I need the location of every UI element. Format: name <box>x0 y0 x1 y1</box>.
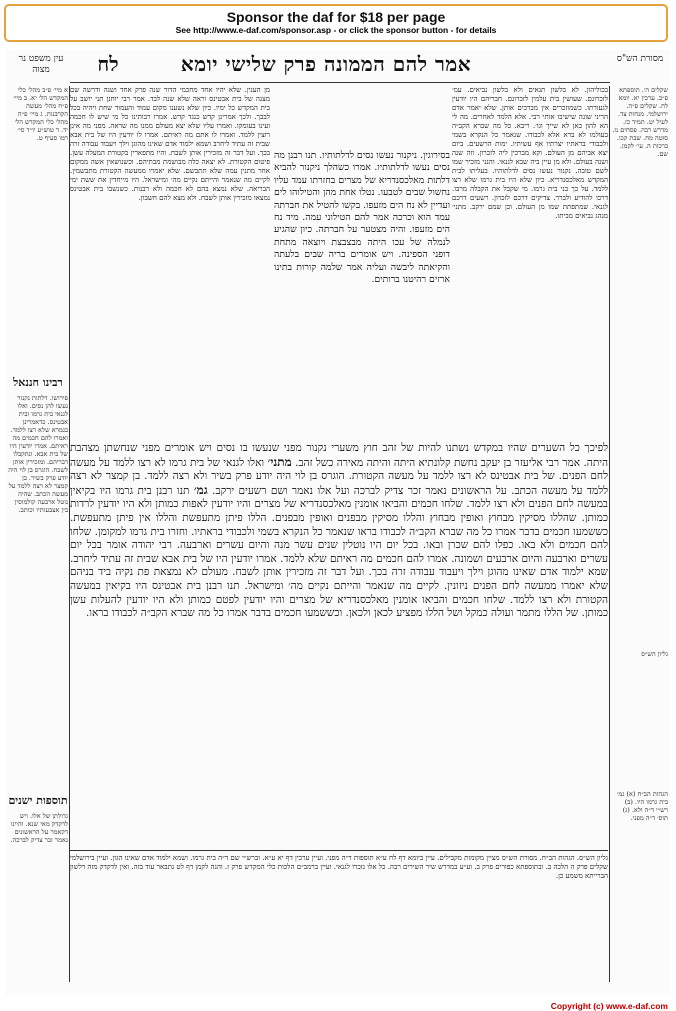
talmud-page <box>6 50 670 995</box>
page-title: אמר להם הממונה פרק שלישי יומא <box>180 52 472 76</box>
page-header <box>6 50 670 82</box>
rashi-text: בכוליהון. לא בלשון תנאים ולא בלשון נביאים. עמ׳ לזכרונם. שעושין בית עלמין לזכרונם. חבריהם היו יודעין לגעורתו. כשמוזכרים אין מברכים אותן. שלא יאמר אדם הריני שונה שישיבו אותי רבי. אלא הלמד לאחרים. מה לי הא להון כאן לא שייך וגו׳. ריבא. כל מה שברא הקב״ה בעולמו לא ברא אלא לכבודו. שנאמר כל הנקרא בשמי ולכבודי בראתיו יצרתיו אף עשיתיו. ימות הרשעים. ביום יצא אביהם מן העולם. וקא מברכין ליה לזכרון. וזה שנה ושנה בעולם. ולא מן עיין ביה שבא לגנאי. והנני מזכיר שמו לשם טובה. נקנור נעשו נסים לדלתותיו. בעליתו לבית המקדש מאלכסנדריא. כיון שלא היו בית גרמו שלא רצו ללמד. על כך בני בית גרמו. מי שקבל את הקבלה מרבו. דרכו להודיע ולברר. צדיקים דרכם לזכרון. רשעים דרכם לגנאי. שמתפתת שמו מן העולם. וכן שמם ירקב. מתני׳ מנהג נביאים מביתו. <box>452 86 608 220</box>
bottom-commentary-text: גליון הש״ס. הגהות הב״ח. מסורת הש״ס מציין מקומות מקבילים. עיין ביומא דף לח ע״א תוספות ד״ה מפני. ועיין ערכין דף יא ע״א. וברש״י שם ד״ה בית גרמו. ושמא ילמוד אדם שאינו הגון. ועיין בירושלמי שקלים פרק ה הלכה ב. ובתוספתא כפורים פרק ב. וע״ע במדרש שיר השירים רבה. כל אלו נזכרו לגנאי. ועיין ברמב״ם הלכות כלי המקדש פרק ז. והנה לקמן דף לט נתבאר עוד בזה. ואין לדקדק מזה דלשון הברייתא משמע כן. <box>70 854 608 880</box>
gemara-top-block <box>274 150 450 450</box>
bottom-rule <box>70 850 608 851</box>
gemara-text: תנו רבנן בית גרמו היו בקיאין במעשה לחם הפנים ולא רצו ללמד. שלחו חכמים והביאו אומנין מאלכסנדריא של מצרים והיו יודעין לאפות כמותן ולא היו יודעין לרדות כמותן. שהללו מסיקין מבחוץ ואופין מבחוץ והללו מסיקין מבפנים ואופין מבפנים. הללו פיתן מתעפשת והללו אין פיתן מתעפשת. כששמעו חכמים בדבר אמרו כל מה שברא הקב״ה לכבודו בראו שנאמר כל הנקרא בשמי ולכבודי בראתיו. וחזרו בית גרמו למקומן. שלחו להם חכמים ולא באו. כפלו להם שכרן ובאו. בכל יום היו נוטלין שנים עשר מנה והיום עשרים וארבעה. רבי יהודה אומר בכל יום עשרים וארבעה והיום ארבעים ושמונה. אמרו להם חכמים מה ראיתם שלא ללמד. אמרו יודעין היו של בית אבא שבית זה עתיד ליחרב. שמא ילמוד אדם שאינו מהוגן וילך ויעבוד עבודה זרה בכך. ועל דבר זה מזכירין אותן לשבח. מעולם לא נמצאת פת נקיה ביד בניהם שלא יאמרו ממעשה לחם הפנים ניזונין. לקיים מה שנאמר והייתם נקיים מה׳ ומישראל. תנו רבנן בית אבטינס היו בקיאין במעשה הקטורת ולא רצו ללמד. שלחו חכמים והביאו אומנין מאלכסנדריא של מצרים והיו יודעין לפטם כמותן ולא היו יודעין להעלות עשן כמותן. של הללו מתמר ועולה כמקל ושל הללו מפציע לכאן ולכאן. וכששמעו חכמים בדבר אמרו כל מה שברא הקב״ה לכבודו בראו. <box>70 484 608 620</box>
tosafot-yeshanim-title: תוספות ישנים <box>8 794 68 807</box>
masoret-hashas: שקלים ה׳. תוספתא פ״ב. ערכין יא. יומא לח. שקלים פ״ה. ירושלמי. מנחות צד. לעיל יט. תמיד כז. מדרש רבה. פסחים נז. סוטה מח. שבת קכו. ברכות ה. עי׳ לקמן. שם. <box>612 86 668 158</box>
tosafot-yeshanim: גדולתן של אלו. ויש לדקדק מאי שנא. והיינו דקאמר על הראשונים נאמר זכר צדיק לברכה. <box>10 812 68 844</box>
masoret-hashas-label: מסורת הש"ס <box>616 54 664 64</box>
gemara-top-text: בסירוגין. ניקנור נעשו נסים לדלתותיו. תנו רבנן מה נסים נעשו לדלתותיו. אמרו כשהלך ניקנור להביא דלתות מאלכסנדריא של מצרים בחזרתו עמד עליו נחשול שבים לטבעו. נטלו אחת מהן והטילוהו לים ועדיין לא נח הים מזעפו. בקשו להטיל את חברתה עמד הוא וכרכה אמר להם הטילוני עמה. מיד נח הים מזעפו. והיה מצטער על חברתה. כיון שהגיע לנמלה של עכו היתה מבצבצת ויוצאה מתחת דופני הספינה. ויש אומרים בריה שבים בלעתה והקיאתה ליבשה ועליה אמר שלמה קורות בתינו ארזים רהיטנו ברותים. <box>274 150 450 286</box>
hagahot-habach: הגהות הב״ח (א) גמ׳ בית גרמו היו. (ב) רש״י ד״ה ולא. (ג) תוס׳ ד״ה מפני. <box>616 790 668 822</box>
sponsor-subtitle[interactable]: See http://www.e-daf.com/sponsor.asp - or click the sponsor button - for details <box>175 25 497 35</box>
rabbenu-chananel: פירושו. דלתות נקנור נעשו להן נסים. ואלו לגנאי בית גרמו ובית אבטינס. כדאמרינן בגמרא שלא רצו ללמד. ואמרו להם חכמים מה ראיתם. אמרו יודעין היו של בית אבא. ונתקבלו דבריהם. ומזכירין אותן לשבח. הוגרס בן לוי היה יודע פרק בשיר. בן קמצר לא רצה ללמד על מעשה הכתב. שהיה נוטל ארבעה קולמוסין בין אצבעותיו וכותב. <box>8 394 68 514</box>
right-margin-rule <box>609 86 610 982</box>
rabbenu-chananel-title: רבינו חננאל <box>13 376 63 389</box>
gilyon-hashas: גליון הש״ס <box>641 650 668 658</box>
rashi-commentary <box>452 86 608 436</box>
ein-mishpat-label: עין משפט נר מצוה <box>18 54 64 75</box>
tosafot-commentary <box>70 86 270 436</box>
bottom-commentary <box>70 854 608 982</box>
sponsor-banner[interactable] <box>4 4 668 42</box>
copyright-notice[interactable]: Copyright (c) www.e-daf.com <box>550 1001 668 1011</box>
gemara-main <box>70 442 608 842</box>
sponsor-title: Sponsor the daf for $18 per page <box>226 9 446 25</box>
ein-mishpat: א מיי׳ פ״ב מהל׳ כלי המקדש הל׳ יא. ב מיי׳ פ״ח מהל׳ מעשה הקרבנות. ג מיי׳ פ״ה מהל׳ כלי המקדש הל׳ יד. ד טוש״ע יו״ד סי׳ רמו סעיף ט. <box>13 86 68 142</box>
tosafot-text: מן הענין. שלא יהיו אחד מחכמי הדור שנה פרק אחד ושנה ודרשה שם מצנה של בית אבטינס וראה שלא שנה לבד. אמר רבי יוחנן תני יושב על בית המקדש כל ימיו. כיון שלא נשענו מקום עמוד והעמוד שחת ויהיה בכל לבבך. ולכך אמרינן קדש כנגד קדש. אמרו רבותינו כל מי שיש לו חכמה ועינו בעומקו. ואמרו עליו שלא יצא מעולם ממנו מה שראה. מפני מה אינן רוצין ללמד. ואמרו לו אתם מה ראיתם. אמרו לו יודעין היו של בית אבא שבית זה עתיד ליחרב ושמא ילמוד אדם שאינו מהוגן וילך ויעבוד עבודה זרה בכך. ועל דבר זה מזכירין אותן לשבח. והיו מתפארין בקטורת המעלה עשן. פיטום הקטורת. לא יצאה כלה מבושמת מבתיהם. וכשנושאין אשה ממקום אחר מתנין עמה שלא תתבשם. שלא יאמרו ממעשה הקטורת מתבשמין. לקיים מה שנאמר והייתם נקיים מה׳ ומישראל. היו מייחדין את ששת ימי הבריאה. שלא נמצא בהם לא חכמה ולא רבנות. כשנשבו בית אבטינס נמצאו מזכירין אותן לשבח. ולא מצא להם חשבון. <box>70 86 270 202</box>
mishna-label: מתני׳ <box>267 454 292 469</box>
mishna-text: ואלו לגנאי של בית גרמו לא רצו ללמד על מעשה לחם הפנים. של בית אבטינס לא רצו ללמד על מעשה הקטורת. הוגרס בן לוי היה יודע פרק בשיר ולא רצה ללמד. בן קמצר לא רצה ללמד על מעשה הכתב. על הראשונים נאמר זכר צדיק לברכה ועל אלו נאמר ושם רשעים ירקב. <box>70 456 608 497</box>
gemara-label: גמ׳ <box>193 482 208 497</box>
daf-number: לח <box>97 52 119 76</box>
gemara-intro: לפיכך כל השערים שהיו במקדש נשתנו להיות של זהב חוץ משערי נקנור מפני שנעשו בו נסים ויש אומרים מפני שנחשתן מצהבת היתה. אמר רבי אליעזר בן יעקב נחשת קלונתיא היתה והיתה מאירה כשל זהב. <box>70 442 608 469</box>
left-margin-rule <box>69 86 70 982</box>
header-rule <box>70 82 610 83</box>
